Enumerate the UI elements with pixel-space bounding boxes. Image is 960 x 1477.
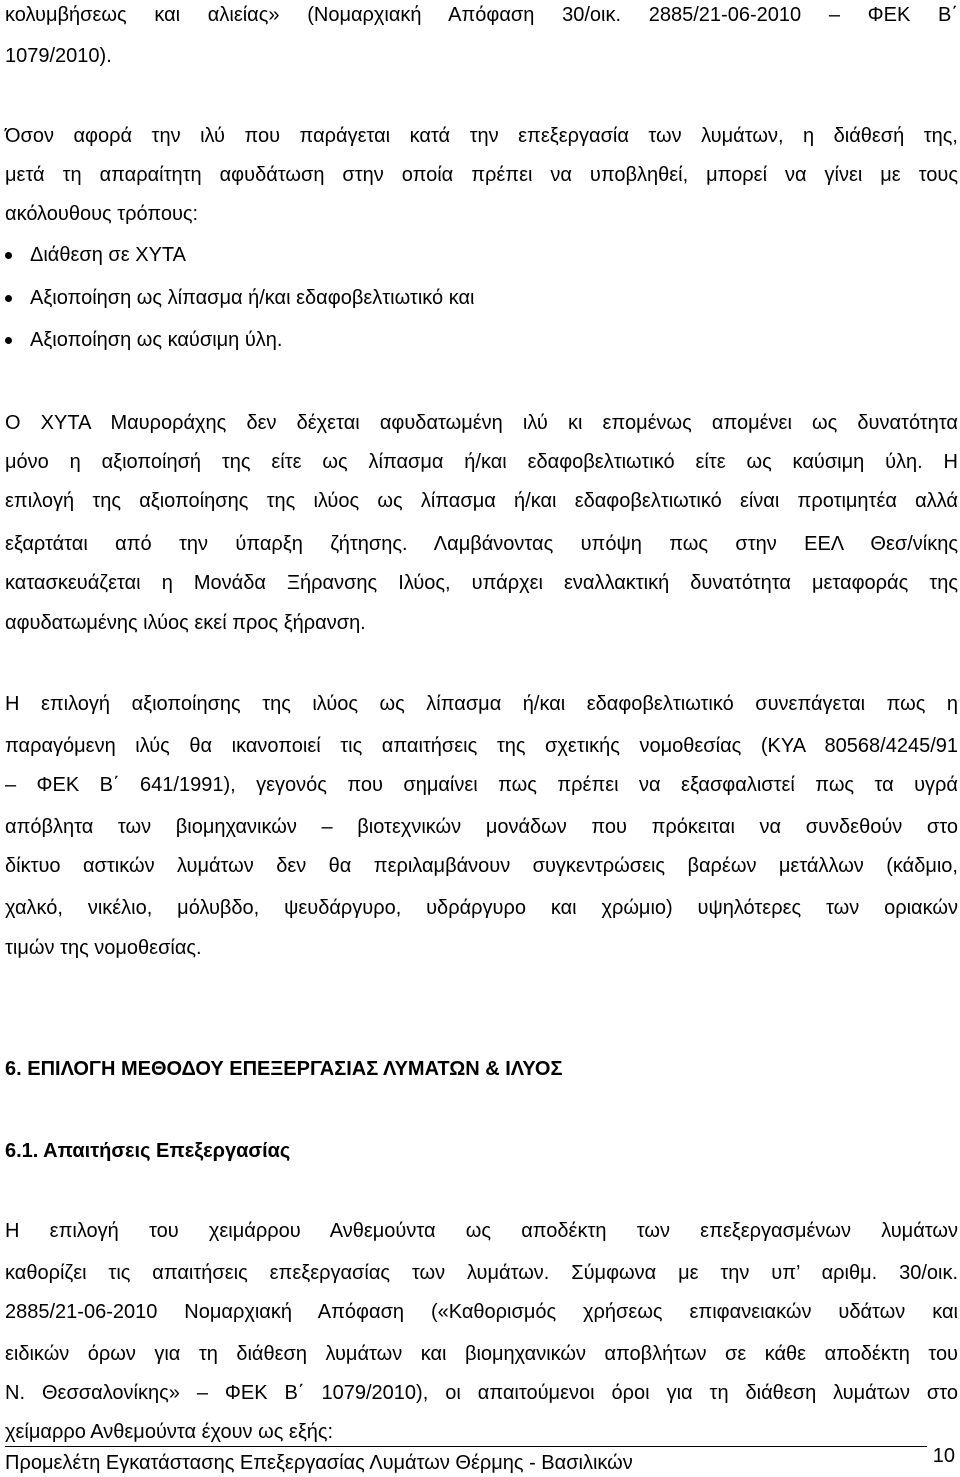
para1-line-2: μετά τη απαραίτητη αφυδάτωση στην οποία πρέπει να υποβληθεί, μπορεί να γίνει με τους xyxy=(5,164,958,186)
intro-line-2: 1079/2010). xyxy=(5,45,112,67)
bullet-icon xyxy=(5,337,12,344)
para4-line-1: Η επιλογή του χειμάρρου Ανθεμούντα ως αποδέκτη των επεξεργασμένων λυμάτων xyxy=(5,1220,958,1242)
para4-line-5: Ν. Θεσσαλονίκης» – ΦΕΚ Β΄ 1079/2010), οι απαιτούμενοι όροι για τη διάθεση λυμάτων στο xyxy=(5,1382,958,1404)
footer-divider xyxy=(5,1446,927,1447)
page-number: 10 xyxy=(932,1445,955,1467)
para2-line-6: αφυδατωμένης ιλύος εκεί προς ξήρανση. xyxy=(5,612,366,634)
para3-line-3: – ΦΕΚ Β΄ 641/1991), γεγονός που σημαίνει πως πρέπει να εξασφαλιστεί πως τα υγρά xyxy=(5,774,958,796)
bullet-text: Αξιοποίηση ως καύσιμη ύλη. xyxy=(30,329,283,351)
para3-line-6: χαλκό, νικέλιο, μόλυβδο, ψευδάργυρο, υδράργυρο και χρώμιο) υψηλότερες των οριακών xyxy=(5,897,958,919)
para1-line-1: Όσον αφορά την ιλύ που παράγεται κατά την επεξεργασία των λυμάτων, η διάθεσή της, xyxy=(5,125,958,147)
para4-line-2: καθορίζει τις απαιτήσεις επεξεργασίας των λυμάτων. Σύμφωνα με την υπ’ αριθμ. 30/οικ. xyxy=(5,1262,958,1284)
para2-line-1: Ο ΧΥΤΑ Μαυροράχης δεν δέχεται αφυδατωμένη ιλύ κι επομένως απομένει ως δυνατότητα xyxy=(5,412,958,434)
para3-line-4: απόβλητα των βιομηχανικών – βιοτεχνικών μονάδων που πρόκειται να συνδεθούν στο xyxy=(5,816,958,838)
para3-line-1: Η επιλογή αξιοποίησης της ιλύος ως λίπασμα ή/και εδαφοβελτιωτικό συνεπάγεται πως η xyxy=(5,693,958,715)
subsection-heading: 6.1. Απαιτήσεις Επεξεργασίας xyxy=(5,1140,291,1162)
para4-line-4: ειδικών όρων για τη διάθεση λυμάτων και βιομηχανικών αποβλήτων σε κάθε αποδέκτη του xyxy=(5,1343,958,1365)
para1-line-3: ακόλουθους τρόπους: xyxy=(5,203,199,225)
bullet-text: Διάθεση σε ΧΥΤΑ xyxy=(30,244,186,266)
para2-line-4: εξαρτάται από την ύπαρξη ζήτησης. Λαμβάνοντας υπόψη πως στην ΕΕΛ Θεσ/νίκης xyxy=(5,533,958,555)
section-heading: 6. ΕΠΙΛΟΓΗ ΜΕΘΟΔΟΥ ΕΠΕΞΕΡΓΑΣΙΑΣ ΛΥΜΑΤΩΝ & ΙΛΥΟΣ xyxy=(5,1058,563,1080)
para3-line-5: δίκτυο αστικών λυμάτων δεν θα περιλαμβάνουν συγκεντρώσεις βαρέων μετάλλων (κάδμιο, xyxy=(5,855,958,877)
intro-line-1: κολυμβήσεως και αλιείας» (Νομαρχιακή Απόφαση 30/οικ. 2885/21-06-2010 – ΦΕΚ Β΄ xyxy=(5,4,958,26)
para3-line-7: τιμών της νομοθεσίας. xyxy=(5,937,202,959)
para4-line-6: χείμαρρο Ανθεμούντα έχουν ως εξής: xyxy=(5,1421,334,1443)
bullet-text: Αξιοποίηση ως λίπασμα ή/και εδαφοβελτιωτικό και xyxy=(30,287,475,309)
para2-line-5: κατασκευάζεται η Μονάδα Ξήρανσης Ιλύος, υπάρχει εναλλακτική δυνατότητα μεταφοράς της xyxy=(5,572,958,594)
para2-line-2: μόνο η αξιοποίησή της είτε ως λίπασμα ή/και εδαφοβελτιωτικό είτε ως καύσιμη ύλη. Η xyxy=(5,451,958,473)
para3-line-2: παραγόμενη ιλύς θα ικανοποιεί τις απαιτήσεις της σχετικής νομοθεσίας (ΚΥΑ 80568/4245/91 xyxy=(5,735,958,757)
para2-line-3: επιλογή της αξιοποίησης της ιλύος ως λίπασμα ή/και εδαφοβελτιωτικό είναι προτιμητέα αλλά xyxy=(5,490,958,512)
para4-line-3: 2885/21-06-2010 Νομαρχιακή Απόφαση («Καθορισμός χρήσεως επιφανειακών υδάτων και xyxy=(5,1301,958,1323)
bullet-icon xyxy=(5,295,12,302)
footer-title: Προμελέτη Εγκατάστασης Επεξεργασίας Λυμάτων Θέρμης - Βασιλικών xyxy=(5,1452,633,1474)
bullet-icon xyxy=(5,252,12,259)
